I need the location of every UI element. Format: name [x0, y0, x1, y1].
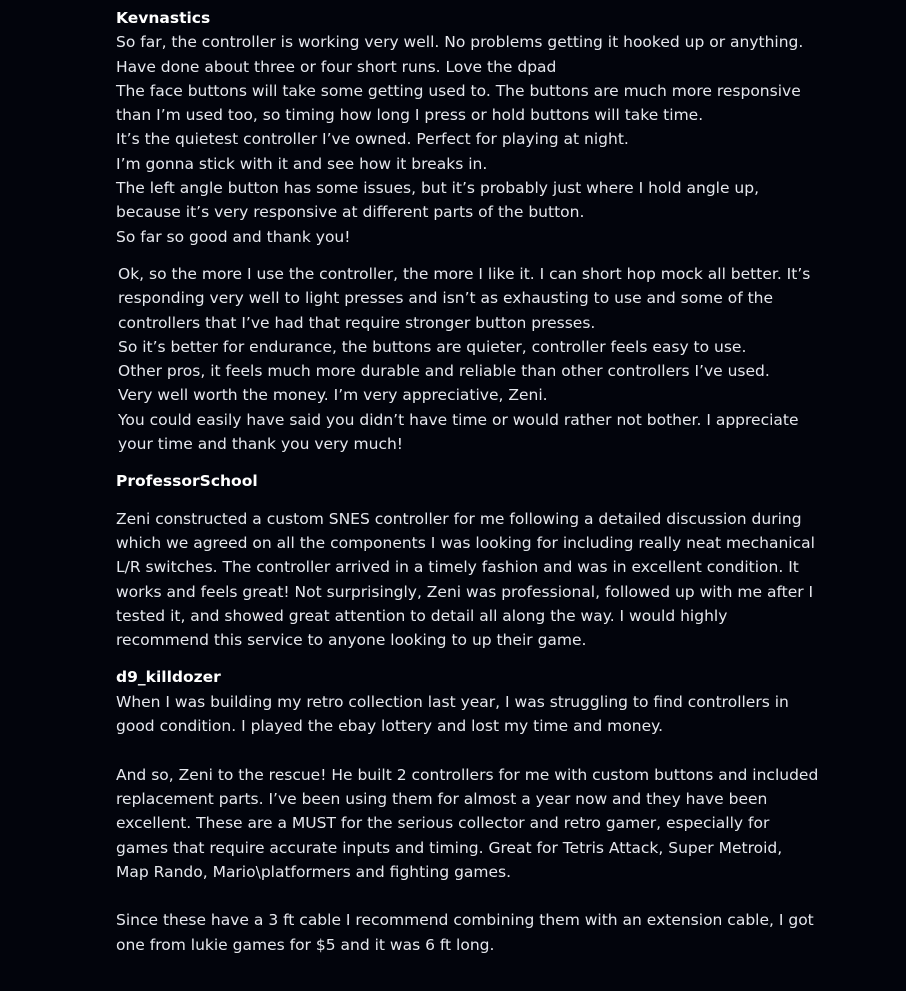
review-line: L/R switches. The controller arrived in a timely fashion and was in excellent condition. It	[116, 558, 799, 577]
review-line: responding very well to light presses and isn’t as exhausting to use and some of the	[118, 289, 774, 308]
review-line: good condition. I played the ebay lottery and lost my time and money.	[116, 717, 664, 736]
paragraph-gap	[116, 884, 906, 908]
paragraph-gap	[116, 738, 906, 762]
review-line: So far, the controller is working very well. No problems getting it hooked up or anything.	[116, 33, 804, 52]
review-line: games that require accurate inputs and timing. Great for Tetris Attack, Super Metroid,	[116, 838, 783, 857]
review-line: So far so good and thank you!	[116, 227, 351, 246]
review-paragraph	[116, 30, 906, 249]
review-line: recommend this service to anyone looking to up their game.	[116, 631, 587, 650]
review-gap	[116, 652, 906, 665]
paragraph-gap	[116, 494, 906, 507]
review-line: Zeni constructed a custom SNES controller for me following a detailed discussion during	[116, 509, 802, 528]
review-line: You could easily have said you didn’t have time or would rather not bother. I appreciate	[118, 410, 799, 429]
review-line: So it’s better for endurance, the buttons are quieter, controller feels easy to use.	[118, 337, 747, 356]
review-line: I’m gonna stick with it and see how it breaks in.	[116, 154, 488, 173]
review-author: ProfessorSchool	[116, 472, 258, 491]
review-line: Other pros, it feels much more durable and reliable than other controllers I’ve used.	[118, 362, 770, 381]
review-author: Kevnastics	[116, 9, 211, 27]
review-line: And so, Zeni to the rescue! He built 2 controllers for me with custom buttons and included	[116, 765, 819, 784]
review-professorschool	[116, 469, 906, 652]
review-line: When I was building my retro collection last year, I was struggling to find controllers in	[116, 692, 789, 711]
review-kevnastics	[116, 6, 906, 456]
review-line: your time and thank you very much!	[118, 435, 404, 454]
review-line: works and feels great! Not surprisingly, Zeni was professional, followed up with me after I	[116, 582, 814, 601]
review-line: Since these have a 3 ft cable I recommend combining them with an extension cable, I got	[116, 911, 814, 930]
paragraph-gap	[116, 249, 906, 262]
review-line: excellent. These are a MUST for the serious collector and retro gamer, especially for	[116, 814, 770, 833]
review-line: tested it, and showed great attention to detail all along the way. I would highly	[116, 606, 728, 625]
review-line: Map Rando, Mario\platformers and fighting games.	[116, 862, 512, 881]
review-line: one from lukie games for $5 and it was 6 ft long.	[116, 935, 495, 954]
review-line: Have done about three or four short runs. Love the dpad	[116, 57, 557, 76]
review-line: replacement parts. I’ve been using them for almost a year now and they have been	[116, 789, 768, 808]
review-line: than I’m used too, so timing how long I press or hold buttons will take time.	[116, 106, 704, 125]
review-gap	[116, 456, 906, 469]
review-paragraph	[116, 763, 906, 884]
review-line: Ok, so the more I use the controller, the more I like it. I can short hop mock all better. It’s	[118, 264, 811, 283]
review-paragraph	[116, 690, 906, 739]
review-line: which we agreed on all the components I was looking for including really neat mechanical	[116, 533, 815, 552]
review-author: d9_killdozer	[116, 668, 221, 687]
review-line: controllers that I’ve had that require stronger button presses.	[118, 313, 596, 332]
review-paragraph	[116, 908, 906, 957]
review-line: The left angle button has some issues, but it’s probably just where I hold angle up,	[116, 179, 760, 198]
review-paragraph	[116, 262, 906, 456]
review-d9-killdozer	[116, 665, 906, 957]
review-line: It’s the quietest controller I’ve owned. Perfect for playing at night.	[116, 130, 629, 149]
review-line: The face buttons will take some getting used to. The buttons are much more responsive	[116, 81, 801, 100]
review-paragraph	[116, 507, 906, 653]
review-line: because it’s very responsive at different parts of the button.	[116, 203, 585, 222]
review-line: Very well worth the money. I’m very appreciative, Zeni.	[118, 386, 548, 405]
